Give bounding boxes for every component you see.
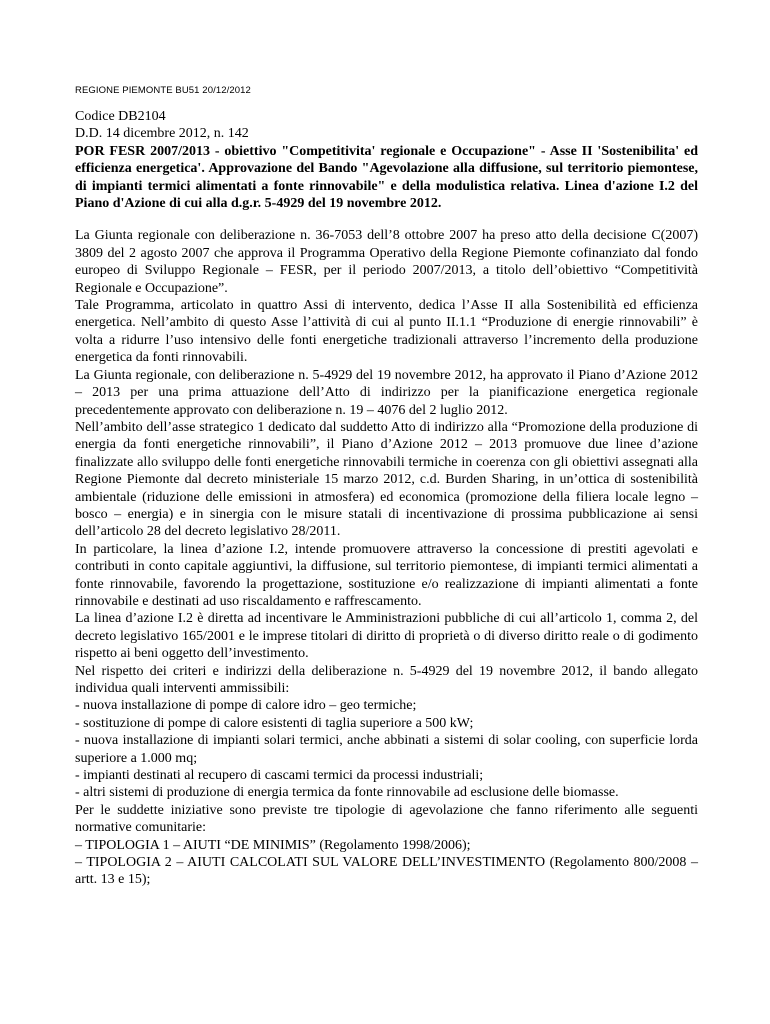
- paragraph-7: Nel rispetto dei criteri e indirizzi della deliberazione n. 5-4929 del 19 novembre 2012, il bando allegato individua quali interventi ammissibili:: [75, 663, 698, 696]
- typology-item: – TIPOLOGIA 2 – AIUTI CALCOLATI SUL VALORE DELL’INVESTIMENTO (Regolamento 800/2008 – artt. 13 e 15);: [75, 855, 698, 888]
- intervention-item: - nuova installazione di pompe di calore idro – geo termiche;: [75, 698, 417, 714]
- document-body: [75, 108, 698, 889]
- typology-item: – TIPOLOGIA 1 – AIUTI “DE MINIMIS” (Regolamento 1998/2006);: [75, 837, 471, 853]
- document-title: POR FESR 2007/2013 - obiettivo "Competitivita' regionale e Occupazione" - Asse II 'Sostenibilita' ed efficienza energetica'. Approvazione del Bando "Agevolazione alla diffusione, sul territorio piemontese, di impianti termici alimentati a fonte rinnovabile" e della modulistica relativa. Linea d'azione I.2 del Piano d'Azione di cui alla d.g.r. 5-4929 del 19 novembre 2012.: [75, 143, 698, 212]
- intervention-item: - altri sistemi di produzione di energia termica da fonte rinnovabile ad esclusione delle biomasse.: [75, 785, 619, 801]
- section-gap: [75, 212, 698, 227]
- intervention-item: - sostituzione di pompe di calore esistenti di taglia superiore a 500 kW;: [75, 715, 474, 731]
- running-header: REGIONE PIEMONTE BU51 20/12/2012: [75, 85, 251, 96]
- intervention-item: - nuova installazione di impianti solari termici, anche abbinati a sistemi di solar cooling, con superficie lorda superiore a 1.000 mq;: [75, 733, 698, 766]
- intervention-list: [75, 697, 698, 801]
- document-code: Codice DB2104: [75, 109, 166, 124]
- paragraph-1: La Giunta regionale con deliberazione n. 36-7053 dell’8 ottobre 2007 ha preso atto della decisione C(2007) 3809 del 2 agosto 2007 che approva il Programma Operativo della Regione Piemonte cofinanziato dal fondo europeo di Sviluppo Regionale – FESR, per il periodo 2007/2013, a titolo dell’obiettivo “Competitività Regionale e Occupazione”.: [75, 228, 698, 296]
- paragraph-5: In particolare, la linea d’azione I.2, intende promuovere attraverso la concessione di prestiti agevolati e contributi in conto capitale aggiuntivi, la diffusione, sul territorio piemontese, di impianti termici alimentati a fonte rinnovabile, favorendo la progettazione, sostituzione e/o realizzazione di impianti alimentati a fonte rinnovabile e destinati ad uso riscaldamento e raffrescamento.: [75, 541, 698, 609]
- typologies-intro: Per le suddette iniziative sono previste tre tipologie di agevolazione che fanno riferimento alle seguenti normative comunitarie:: [75, 802, 698, 836]
- intervention-item: - impianti destinati al recupero di cascami termici da processi industriali;: [75, 768, 484, 784]
- paragraph-4: Nell’ambito dell’asse strategico 1 dedicato dal suddetto Atto di indirizzo alla “Promozione della produzione di energia da fonti energetiche rinnovabili”, il Piano d’Azione 2012 – 2013 promuove due linee d’azione finalizzate allo sviluppo delle fonti energetiche rinnovabili termiche in coerenza con gli obiettivi assegnati alla Regione Piemonte dal decreto ministeriale 15 marzo 2012, c.d. Burden Sharing, in un’ottica di sostenibilità ambientale (riduzione delle emissioni in atmosfera) ed economica (promozione della filiera locale legno – bosco – energia) e in sinergia con le misure statali di incentivazione di prossima pubblicazione ai sensi dell’articolo 28 del decreto legislativo 28/2011.: [75, 419, 698, 540]
- paragraph-3: La Giunta regionale, con deliberazione n. 5-4929 del 19 novembre 2012, ha approvato il Piano d’Azione 2012 – 2013 per una prima attuazione dell’Atto di indirizzo per la pianificazione energetica regionale precedentemente approvato con deliberazione n. 19 – 4076 del 2 luglio 2012.: [75, 367, 698, 418]
- decree-reference: D.D. 14 dicembre 2012, n. 142: [75, 126, 249, 142]
- paragraph-6: La linea d’azione I.2 è diretta ad incentivare le Amministrazioni pubbliche di cui all’articolo 1, comma 2, del decreto legislativo 165/2001 e le imprese titolari di diritto di proprietà o di diverso diritto reale o di godimento rispetto ai beni oggetto dell’investimento.: [75, 611, 698, 662]
- typology-list: [75, 837, 698, 889]
- paragraph-2: Tale Programma, articolato in quattro Assi di intervento, dedica l’Asse II alla Sostenibilità ed efficienza energetica. Nell’ambito di questo Asse l’attività di cui al punto II.1.1 “Produzione di energie rinnovabili” è volta a ridurre l’uso intensivo delle fonti energetiche tradizionali attraverso l’incremento della produzione energetica da fonti rinnovabili.: [75, 298, 698, 366]
